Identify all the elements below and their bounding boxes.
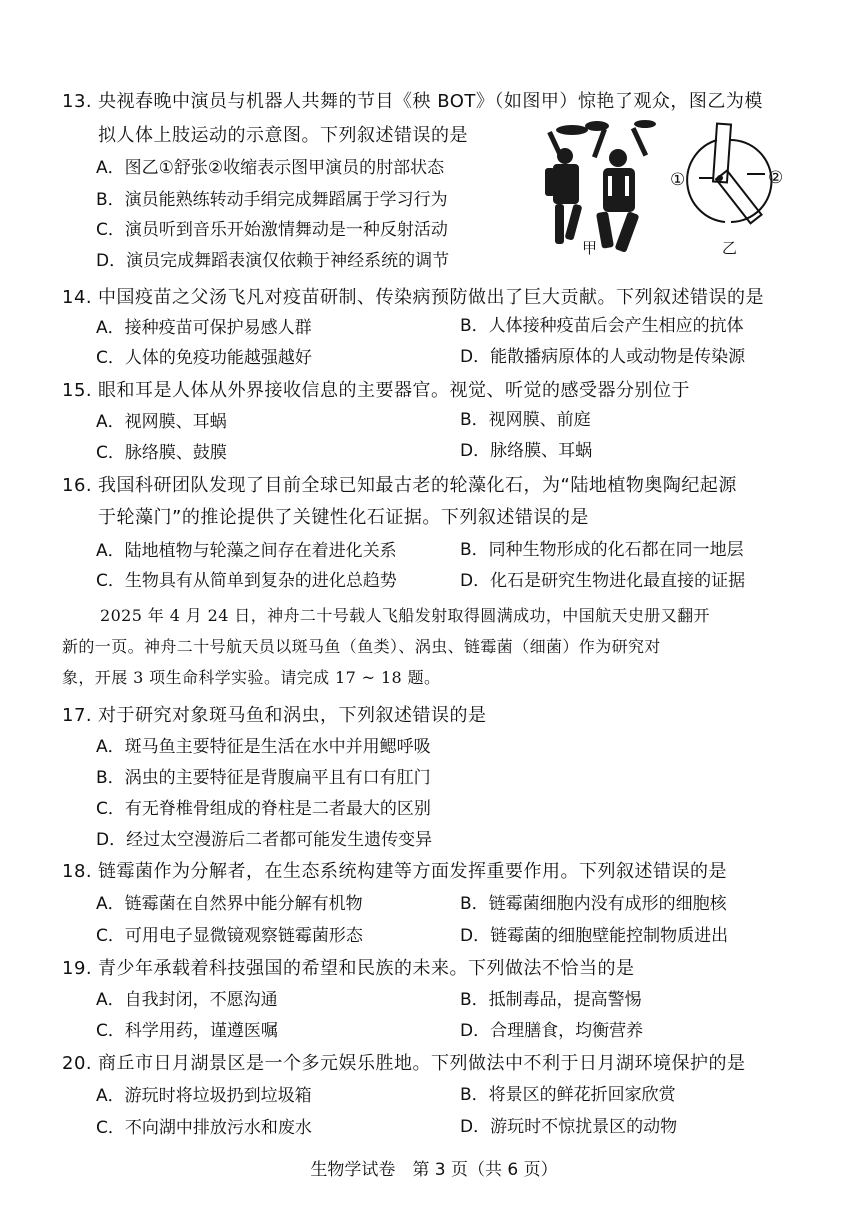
question-15-stem: 15. 眼和耳是人体从外界接收信息的主要器官。视觉、听觉的感受器分别位于 xyxy=(62,380,690,401)
q14-option-a: A．接种疫苗可保护易感人群 xyxy=(96,318,312,338)
marker-2: ② xyxy=(768,168,784,188)
q17-option-a: A．斑马鱼主要特征是生活在水中并用鳃呼吸 xyxy=(96,737,431,757)
question-16-stem: 16. 我国科研团队发现了目前全球已知最古老的轮藻化石，为“陆地植物奥陶纪起源 xyxy=(62,475,737,496)
q20-option-a: A．游玩时将垃圾扔到垃圾箱 xyxy=(96,1086,312,1106)
q16-option-d: D．化石是研究生物进化最直接的证据 xyxy=(460,571,746,591)
q13-option-d: D．演员完成舞蹈表演仅依赖于神经系统的调节 xyxy=(96,251,450,271)
q19-option-b: B．抵制毒品，提高警惕 xyxy=(460,990,642,1010)
q18-option-b: B．链霉菌细胞内没有成形的细胞核 xyxy=(460,894,727,914)
question-13-stem: 13. 央视春晚中演员与机器人共舞的节目《秧 BOT》（如图甲）惊艳了观众，图乙为模 xyxy=(62,91,763,112)
page-footer: 生物学试卷 第 3 页（共 6 页） xyxy=(310,1160,558,1180)
q18-option-c: C．可用电子显微镜观察链霉菌形态 xyxy=(96,926,363,946)
q17-option-c: C．有无脊椎骨组成的脊柱是二者最大的区别 xyxy=(96,799,431,819)
q14-option-d: D．能散播病原体的人或动物是传染源 xyxy=(460,347,746,367)
q20-option-c: C．不向湖中排放污水和废水 xyxy=(96,1118,312,1138)
q15-option-c: C．脉络膜、鼓膜 xyxy=(96,443,227,463)
figure-yi-label: 乙 xyxy=(722,239,738,257)
q19-option-d: D．合理膳食，均衡营养 xyxy=(460,1021,644,1041)
question-17-stem: 17. 对于研究对象斑马鱼和涡虫，下列叙述错误的是 xyxy=(62,705,487,726)
passage-line-3: 象，开展 3 项生命科学实验。请完成 17 ~ 18 题。 xyxy=(62,668,441,687)
figure-jia-label: 甲 xyxy=(582,239,598,257)
q19-option-c: C．科学用药，谨遵医嘱 xyxy=(96,1021,278,1041)
question-18-stem: 18. 链霉菌作为分解者，在生态系统构建等方面发挥重要作用。下列叙述错误的是 xyxy=(62,861,727,882)
question-19-stem: 19. 青少年承载着科技强国的希望和民族的未来。下列做法不恰当的是 xyxy=(62,958,635,979)
q16-option-b: B．同种生物形成的化石都在同一地层 xyxy=(460,540,744,560)
passage-line-2: 新的一页。神舟二十号航天员以斑马鱼（鱼类）、涡虫、链霉菌（细菌）作为研究对 xyxy=(62,637,661,656)
q18-option-a: A．链霉菌在自然界中能分解有机物 xyxy=(96,894,363,914)
q13-option-b: B．演员能熟练转动手绢完成舞蹈属于学习行为 xyxy=(96,190,448,210)
question-20-stem: 20. 商丘市日月湖景区是一个多元娱乐胜地。下列做法中不利于日月湖环境保护的是 xyxy=(62,1053,746,1074)
q17-option-b: B．涡虫的主要特征是背腹扁平且有口有肛门 xyxy=(96,768,431,788)
q14-option-c: C．人体的免疫功能越强越好 xyxy=(96,348,312,368)
passage-line-1: 2025 年 4 月 24 日，神舟二十号载人飞船发射取得圆满成功，中国航天史册又翻开 xyxy=(100,606,710,625)
q20-option-d: D．游玩时不惊扰景区的动物 xyxy=(460,1117,678,1137)
q15-option-a: A．视网膜、耳蜗 xyxy=(96,412,227,432)
reading-passage xyxy=(62,605,792,688)
q20-option-b: B．将景区的鲜花折回家欣赏 xyxy=(460,1085,676,1105)
q14-option-b: B．人体接种疫苗后会产生相应的抗体 xyxy=(460,316,744,336)
question-16-stem-cont: 于轮藻门”的推论提供了关键性化石证据。下列叙述错误的是 xyxy=(98,507,589,528)
q15-option-d: D．脉络膜、耳蜗 xyxy=(460,441,593,461)
q13-option-c: C．演员听到音乐开始激情舞动是一种反射活动 xyxy=(96,220,448,240)
q15-option-b: B．视网膜、前庭 xyxy=(460,410,591,430)
q13-option-a: A．图乙①舒张②收缩表示图甲演员的肘部状态 xyxy=(96,158,445,178)
marker-1: ① xyxy=(670,170,686,190)
q18-option-d: D．链霉菌的细胞壁能控制物质进出 xyxy=(460,926,729,946)
question-13-stem-cont: 拟人体上肢运动的示意图。下列叙述错误的是 xyxy=(98,125,468,146)
q17-option-d: D．经过太空漫游后二者都可能发生遗传变异 xyxy=(96,830,433,850)
q19-option-a: A．自我封闭，不愿沟通 xyxy=(96,990,278,1010)
question-14-stem: 14. 中国疫苗之父汤飞凡对疫苗研制、传染病预防做出了巨大贡献。下列叙述错误的是 xyxy=(62,287,764,308)
q16-option-c: C．生物具有从简单到复杂的进化总趋势 xyxy=(96,571,397,591)
q16-option-a: A．陆地植物与轮藻之间存在着进化关系 xyxy=(96,541,397,561)
